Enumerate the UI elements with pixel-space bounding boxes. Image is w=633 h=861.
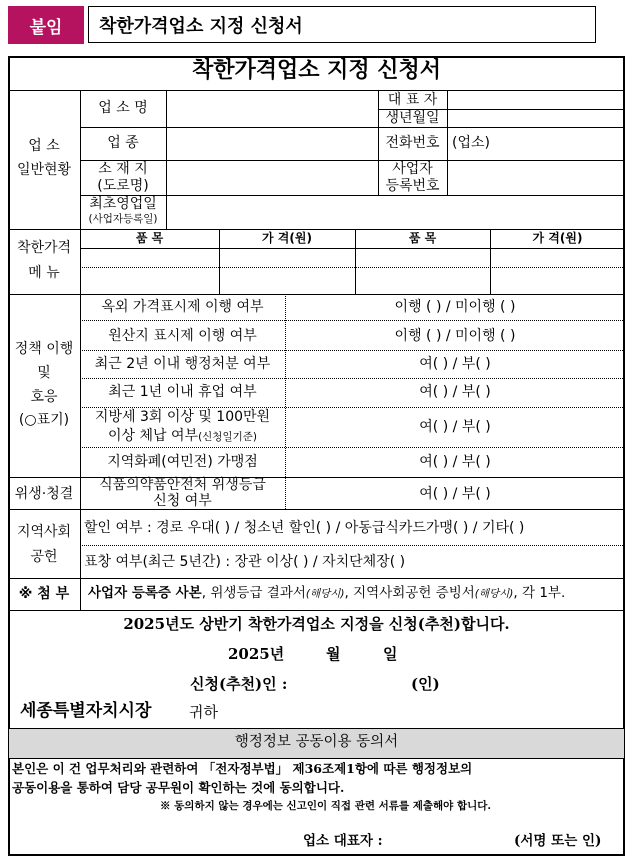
applicant-seal: (인) bbox=[411, 675, 440, 693]
policy-section-label-2: 및 bbox=[37, 365, 51, 381]
attachment-badge: 붙임 bbox=[8, 6, 84, 44]
menu-section-label: 착한가격 bbox=[16, 240, 72, 256]
policy-question-5: 지방세 3회 이상 및 100만원 bbox=[94, 409, 271, 425]
business-name-label: 업 소 명 bbox=[98, 100, 148, 116]
attachment-text-2: , 지역사회공헌 증빙서 bbox=[344, 585, 475, 601]
form-title: 착한가격업소 지정 신청서 bbox=[191, 58, 442, 83]
policy-question-3: 최근 2년 이내 행정처분 여부 bbox=[94, 356, 271, 372]
business-section-label: 업 소 bbox=[28, 138, 60, 154]
business-name-field[interactable] bbox=[167, 91, 377, 126]
phone-label: 전화번호 bbox=[385, 135, 440, 151]
business-type-field[interactable] bbox=[167, 128, 377, 159]
first-open-label-sub: (사업자등록일) bbox=[88, 213, 158, 225]
menu-col-price-2: 가 격(원) bbox=[532, 231, 583, 245]
document-title-box bbox=[88, 6, 596, 43]
business-reg-label-2: 등록번호 bbox=[385, 178, 440, 194]
representative-field[interactable] bbox=[448, 91, 624, 108]
business-reg-label: 사업자 bbox=[392, 161, 433, 177]
attachment-label: ※ 첨 부 bbox=[18, 586, 70, 602]
attachment-text-3: , 각 1부. bbox=[513, 585, 566, 601]
hygiene-question-2: 신청 여부 bbox=[153, 493, 212, 509]
consent-title: 행정정보 공동이용 동의서 bbox=[234, 734, 399, 750]
business-type-label: 업 종 bbox=[107, 135, 139, 151]
policy-question-2: 원산지 표시제 이행 여부 bbox=[108, 328, 257, 344]
applicant-field[interactable] bbox=[310, 672, 405, 696]
hygiene-question: 식품의약품안전처 위생등급 bbox=[99, 477, 266, 493]
address-label-sub: (도로명) bbox=[97, 178, 149, 194]
business-section-label-2: 일반현황 bbox=[16, 162, 72, 178]
consent-body-1: 본인은 이 건 업무처리와 관련하여 「전자정부법」 제36조제1항에 따른 행정정보의 bbox=[12, 761, 473, 776]
policy-question-4: 최근 1년 이내 휴업 여부 bbox=[108, 384, 257, 400]
address-field[interactable] bbox=[167, 161, 377, 194]
attachment-text bbox=[88, 586, 565, 602]
application-month: 월 bbox=[326, 645, 341, 663]
applicant-label: 신청(추천)인 : bbox=[190, 675, 288, 693]
policy-question-6: 지역화폐(여민전) 가맹점 bbox=[107, 454, 258, 470]
policy-question-5-line2 bbox=[80, 428, 285, 444]
policy-answer-4[interactable]: 여( ) / 부( ) bbox=[419, 384, 491, 400]
consent-signer-label: 업소 대표자 : bbox=[303, 833, 383, 849]
recipient-name: 세종특별자치시장 bbox=[20, 701, 152, 721]
policy-answer-6[interactable]: 여( ) / 부( ) bbox=[419, 454, 491, 470]
menu-section-label-2: 메 뉴 bbox=[28, 265, 60, 281]
attachment-text-note-2: (해당시) bbox=[474, 588, 514, 600]
recipient-honorific: 귀하 bbox=[189, 703, 218, 721]
community-discount-row[interactable]: 할인 여부 : 경로 우대( ) / 청소년 할인( ) / 아동급식카드가맹( ) / 기타( ) bbox=[84, 520, 525, 536]
representative-label: 대 표 자 bbox=[387, 92, 438, 108]
community-award-row[interactable]: 표창 여부(최근 5년간) : 장관 이상( ) / 자치단체장( ) bbox=[84, 554, 406, 570]
policy-section-label-3: 호응 bbox=[30, 389, 58, 405]
application-day: 일 bbox=[383, 645, 398, 663]
birthdate-field[interactable] bbox=[448, 110, 624, 126]
consent-signature-field[interactable] bbox=[410, 830, 505, 852]
menu-col-item-2: 품 목 bbox=[408, 231, 437, 245]
birthdate-label: 생년월일 bbox=[385, 110, 440, 126]
menu-col-item-1: 품 목 bbox=[135, 231, 164, 245]
policy-question-5-text: 이상 체납 여부 bbox=[108, 428, 199, 444]
consent-body-2: 공동이용을 통하여 담당 공무원이 확인하는 것에 동의합니다. bbox=[12, 780, 345, 795]
consent-note: ※ 동의하지 않는 경우에는 신고인이 직접 관련 서류를 제출해야 합니다. bbox=[160, 800, 492, 812]
application-statement: 2025년도 상반기 착한가격업소 지정을 신청(추천)합니다. bbox=[123, 615, 510, 633]
address-label: 소 재 지 bbox=[98, 161, 148, 177]
document-title: 착한가격업소 지정 신청서 bbox=[99, 15, 303, 37]
first-open-field[interactable] bbox=[167, 196, 624, 228]
hygiene-answer[interactable]: 여( ) / 부( ) bbox=[419, 486, 491, 502]
policy-answer-3[interactable]: 여( ) / 부( ) bbox=[419, 356, 491, 372]
policy-answer-5[interactable]: 여( ) / 부( ) bbox=[419, 419, 491, 435]
attachment-text-bold: 사업자 등록증 사본 bbox=[88, 585, 202, 601]
policy-answer-1[interactable]: 이행 ( ) / 미이행 ( ) bbox=[394, 299, 516, 315]
policy-section-label: 정책 이행 bbox=[14, 341, 74, 357]
policy-answer-2[interactable]: 이행 ( ) / 미이행 ( ) bbox=[394, 328, 516, 344]
phone-field[interactable]: (업소) bbox=[452, 135, 490, 151]
community-section-label-2: 공헌 bbox=[30, 549, 58, 565]
application-year: 2025년 bbox=[228, 645, 285, 663]
policy-question-5-note: (신청일기준) bbox=[198, 431, 257, 443]
first-open-label: 최초영업일 bbox=[89, 196, 157, 212]
hygiene-section-label: 위생·청결 bbox=[14, 486, 74, 502]
menu-col-price-1: 가 격(원) bbox=[262, 231, 312, 245]
attachment-text-note-1: (해당시) bbox=[305, 588, 345, 600]
business-reg-field[interactable] bbox=[448, 161, 624, 194]
consent-signature-hint: (서명 또는 인) bbox=[514, 833, 602, 849]
policy-question-1: 옥외 가격표시제 이행 여부 bbox=[101, 299, 264, 315]
attachment-text-1: , 위생등급 결과서 bbox=[201, 585, 306, 601]
policy-section-label-4: (○표기) bbox=[18, 412, 70, 428]
community-section-label: 지역사회 bbox=[16, 524, 72, 540]
